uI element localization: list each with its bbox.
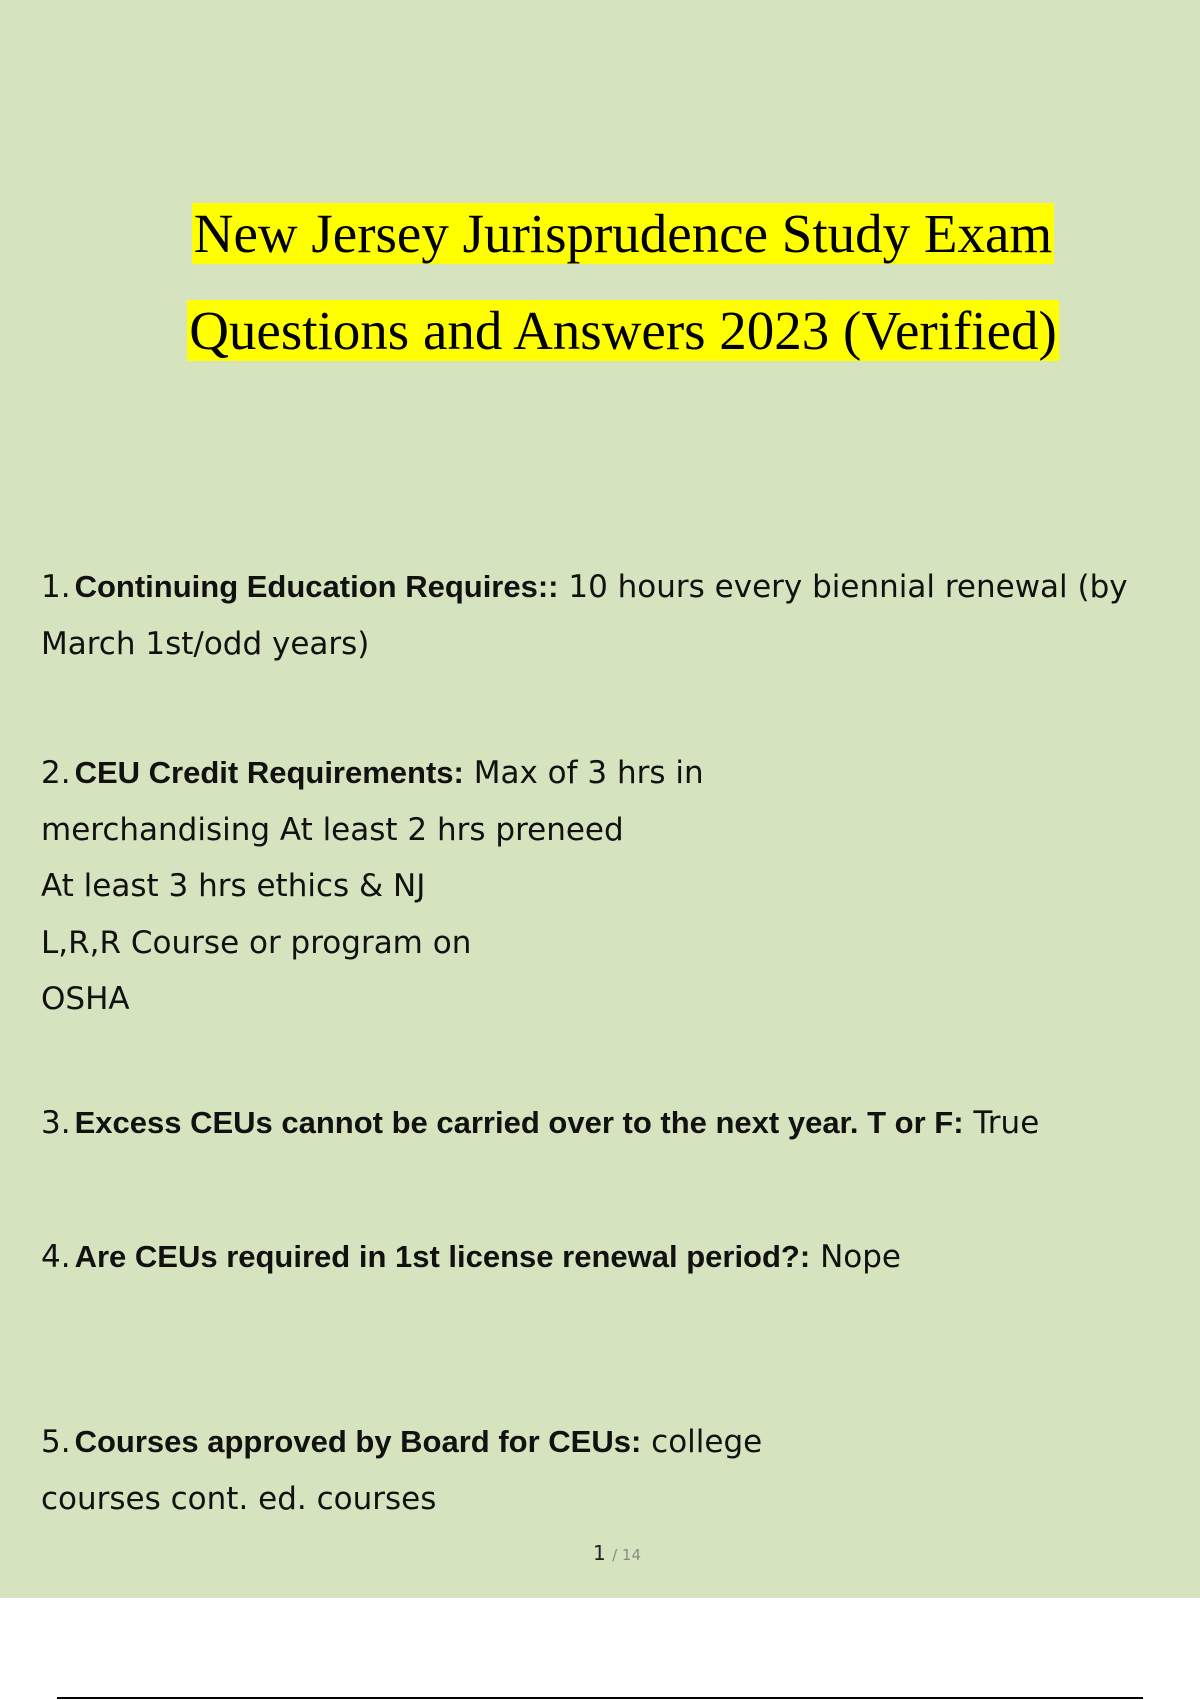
total-pages: / 14 [612, 1546, 641, 1564]
answer-text: merchandising At least 2 hrs preneed [41, 811, 624, 848]
qa-line [41, 745, 1171, 802]
item-number: 1. [41, 569, 71, 605]
qa-line [41, 1229, 1171, 1286]
qa-item-4 [41, 1229, 1171, 1286]
qa-item-2 [41, 745, 1171, 1028]
title-line-2 [0, 282, 1200, 379]
answer-text: At least 3 hrs ethics & NJ [41, 868, 426, 904]
item-number: 4. [41, 1239, 71, 1275]
answer-text: March 1st/odd years) [41, 625, 370, 662]
item-number: 3. [41, 1105, 71, 1141]
answer-text: college [651, 1424, 763, 1460]
question-text: Continuing Education Requires:: [74, 569, 559, 604]
item-number: 5. [41, 1424, 71, 1460]
item-number: 2. [41, 755, 71, 791]
answer-text: OSHA [41, 981, 130, 1017]
qa-item-1 [41, 559, 1171, 672]
qa-line [41, 559, 1171, 616]
answer-text: L,R,R Course or program on [41, 924, 472, 961]
document-title [0, 185, 1200, 379]
answer-text: 10 hours every biennial renewal (by [568, 569, 1128, 605]
current-page: 1 [592, 1541, 606, 1565]
page-indicator [0, 1541, 1200, 1565]
title-line-1-text: New Jersey Jurisprudence Study Exam [193, 203, 1053, 264]
qa-line [41, 1095, 1171, 1152]
question-text: Are CEUs required in 1st license renewal period?: [74, 1239, 811, 1274]
question-text: Excess CEUs cannot be carried over to the next year. T or F: [74, 1105, 964, 1140]
answer-text: courses cont. ed. courses [41, 1480, 437, 1517]
title-line-1 [0, 185, 1200, 282]
qa-item-5 [41, 1414, 1171, 1527]
qa-item-3 [41, 1095, 1171, 1152]
qa-line [41, 1414, 1171, 1471]
answer-text: Max of 3 hrs in [473, 755, 704, 791]
answer-text: True [973, 1105, 1040, 1141]
question-text: Courses approved by Board for CEUs: [74, 1424, 642, 1459]
page-divider [57, 1697, 1143, 1699]
question-text: CEU Credit Requirements: [74, 755, 464, 790]
answer-text: Nope [820, 1239, 901, 1275]
title-line-2-text: Questions and Answers 2023 (Verified) [189, 300, 1057, 361]
